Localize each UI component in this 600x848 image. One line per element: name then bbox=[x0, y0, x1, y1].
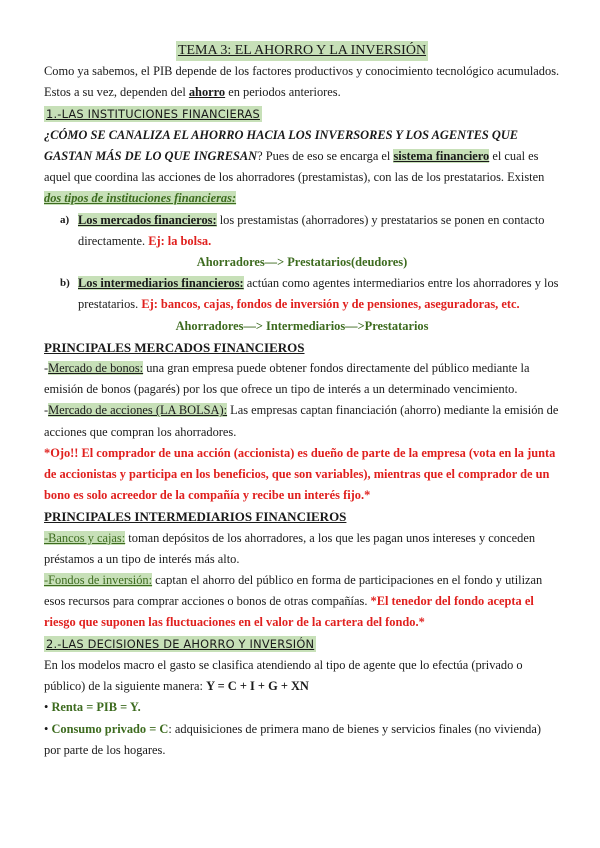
markets-heading: PRINCIPALES MERCADOS FINANCIEROS bbox=[44, 339, 305, 355]
consumo-label: Consumo privado bbox=[51, 721, 147, 736]
intro-bold-ahorro: ahorro bbox=[188, 85, 226, 100]
funds-paragraph bbox=[44, 570, 560, 634]
list-marker-a: a) bbox=[60, 213, 70, 226]
section1-types: dos tipos de instituciones financieras: bbox=[44, 191, 237, 206]
banks-term: -Bancos y cajas: bbox=[44, 530, 126, 545]
funds-note: *El tenedor del fondo acepta el riesgo que suponen las fluctuaciones en el valor de la cartera del fondo.* bbox=[44, 594, 534, 630]
bonds-dash: - bbox=[44, 361, 49, 376]
section1-question: ¿CÓMO SE CANALIZA EL AHORRO HACIA LOS INVERSORES Y LOS AGENTES QUE GASTAN MÁS DE LO QUE INGRESAN bbox=[44, 127, 519, 164]
intermediaries-heading: PRINCIPALES INTERMEDIARIOS FINANCIEROS bbox=[44, 509, 347, 525]
banks-paragraph bbox=[44, 528, 560, 570]
item-b-term: Los intermediarios financieros: bbox=[78, 276, 244, 291]
banks-text: toman depósitos de los ahorradores, a los que les pagan unos intereses y conceden préstamos a un tipo de interés más alto. bbox=[44, 530, 536, 566]
title-row bbox=[44, 40, 560, 61]
page-title: TEMA 3: EL AHORRO Y LA INVERSIÓN bbox=[176, 41, 428, 61]
section2-heading: 2.-LAS DECISIONES DE AHORRO Y INVERSIÓN bbox=[46, 636, 315, 651]
section1-text-2: el cual es aquel que coordina las acciones de los ahorradores (prestamistas), con las de los prestatarios. Existen bbox=[44, 149, 545, 185]
stocks-text: Las empresas captan financiación (ahorro) mediante la emisión de acciones que compran los ahorradores. bbox=[44, 403, 559, 439]
bonds-paragraph bbox=[44, 358, 560, 400]
item-b-example: Ej: bancos, cajas, fondos de inversión y de pensiones, aseguradoras, etc. bbox=[141, 297, 520, 312]
flow-b: Ahorradores—> Intermediarios—>Prestatarios bbox=[175, 318, 429, 333]
section2-formula: Y = C + I + G + XN bbox=[206, 679, 309, 694]
stocks-term: Mercado de acciones (LA BOLSA): bbox=[48, 403, 228, 418]
bonds-term: Mercado de bonos: bbox=[48, 361, 144, 376]
funds-term: -Fondos de inversión: bbox=[44, 573, 153, 588]
consumo-line bbox=[44, 719, 560, 761]
funds-text: captan el ahorro del público en forma de participaciones en el fondo y utilizan esos recursos para comprar acciones o bonos de otras compañías. bbox=[44, 573, 543, 609]
item-a-example: Ej: la bolsa. bbox=[148, 233, 212, 248]
intro-text-2: en periodos anteriores. bbox=[225, 85, 341, 100]
intro-text-1: Como ya sabemos, el PIB depende de los factores productivos y conocimiento tecnológico acumulados. Estos a su vez, dependen del bbox=[44, 64, 560, 100]
item-a-text: los prestamistas (ahorradores) y prestatarios se ponen en contacto directamente. bbox=[78, 212, 545, 248]
list-item-b bbox=[44, 273, 560, 315]
item-a-term: Los mercados financieros: bbox=[78, 212, 217, 227]
renta-label: Renta bbox=[51, 700, 84, 715]
intro-paragraph bbox=[44, 61, 560, 103]
document-content bbox=[44, 40, 560, 761]
section2-paragraph bbox=[44, 655, 560, 697]
section1-bold-sistema: sistema financiero bbox=[393, 149, 490, 164]
bullet-consumo: • bbox=[44, 721, 52, 736]
renta-eq: = PIB = Y. bbox=[83, 700, 141, 715]
list-marker-b: b) bbox=[60, 277, 70, 290]
stocks-paragraph bbox=[44, 400, 560, 442]
bullet-renta: • bbox=[44, 700, 52, 715]
consumo-eq: = C bbox=[146, 721, 169, 736]
flow-a: Ahorradores—> Prestatarios(deudores) bbox=[196, 255, 408, 270]
consumo-text: : adquisiciones de primera mano de bienes y servicios finales (no vivienda) por parte de los hogares. bbox=[44, 721, 541, 757]
section1-heading: 1.-LAS INSTITUCIONES FINANCIERAS bbox=[46, 106, 260, 121]
stocks-dash: - bbox=[44, 403, 49, 418]
item-b-text: actúan como agentes intermediarios entre los ahorradores y los prestatarios. bbox=[78, 276, 559, 312]
list-item-a bbox=[44, 210, 560, 252]
renta-line bbox=[44, 697, 560, 718]
stocks-note: *Ojo!! El comprador de una acción (accionista) es dueño de parte de la empresa (vota en la junta de accionistas y participa en los beneficios, que son variables), mientras que el comprador de un bono es solo acreedor de la compañía y recibe un interés fijo.* bbox=[44, 445, 556, 503]
bonds-text: una gran empresa puede obtener fondos directamente del público mediante la emisión de bonos (pagarés) por los que ofrece un tipo de interés a un determinado vencimiento. bbox=[44, 361, 530, 397]
section1-text-1: ? Pues de eso se encarga el bbox=[257, 149, 394, 164]
section2-text: En los modelos macro el gasto se clasifica atendiendo al tipo de agente que lo efectúa (privado o público) de la siguiente manera: bbox=[44, 657, 523, 694]
section1-paragraph bbox=[44, 125, 560, 210]
